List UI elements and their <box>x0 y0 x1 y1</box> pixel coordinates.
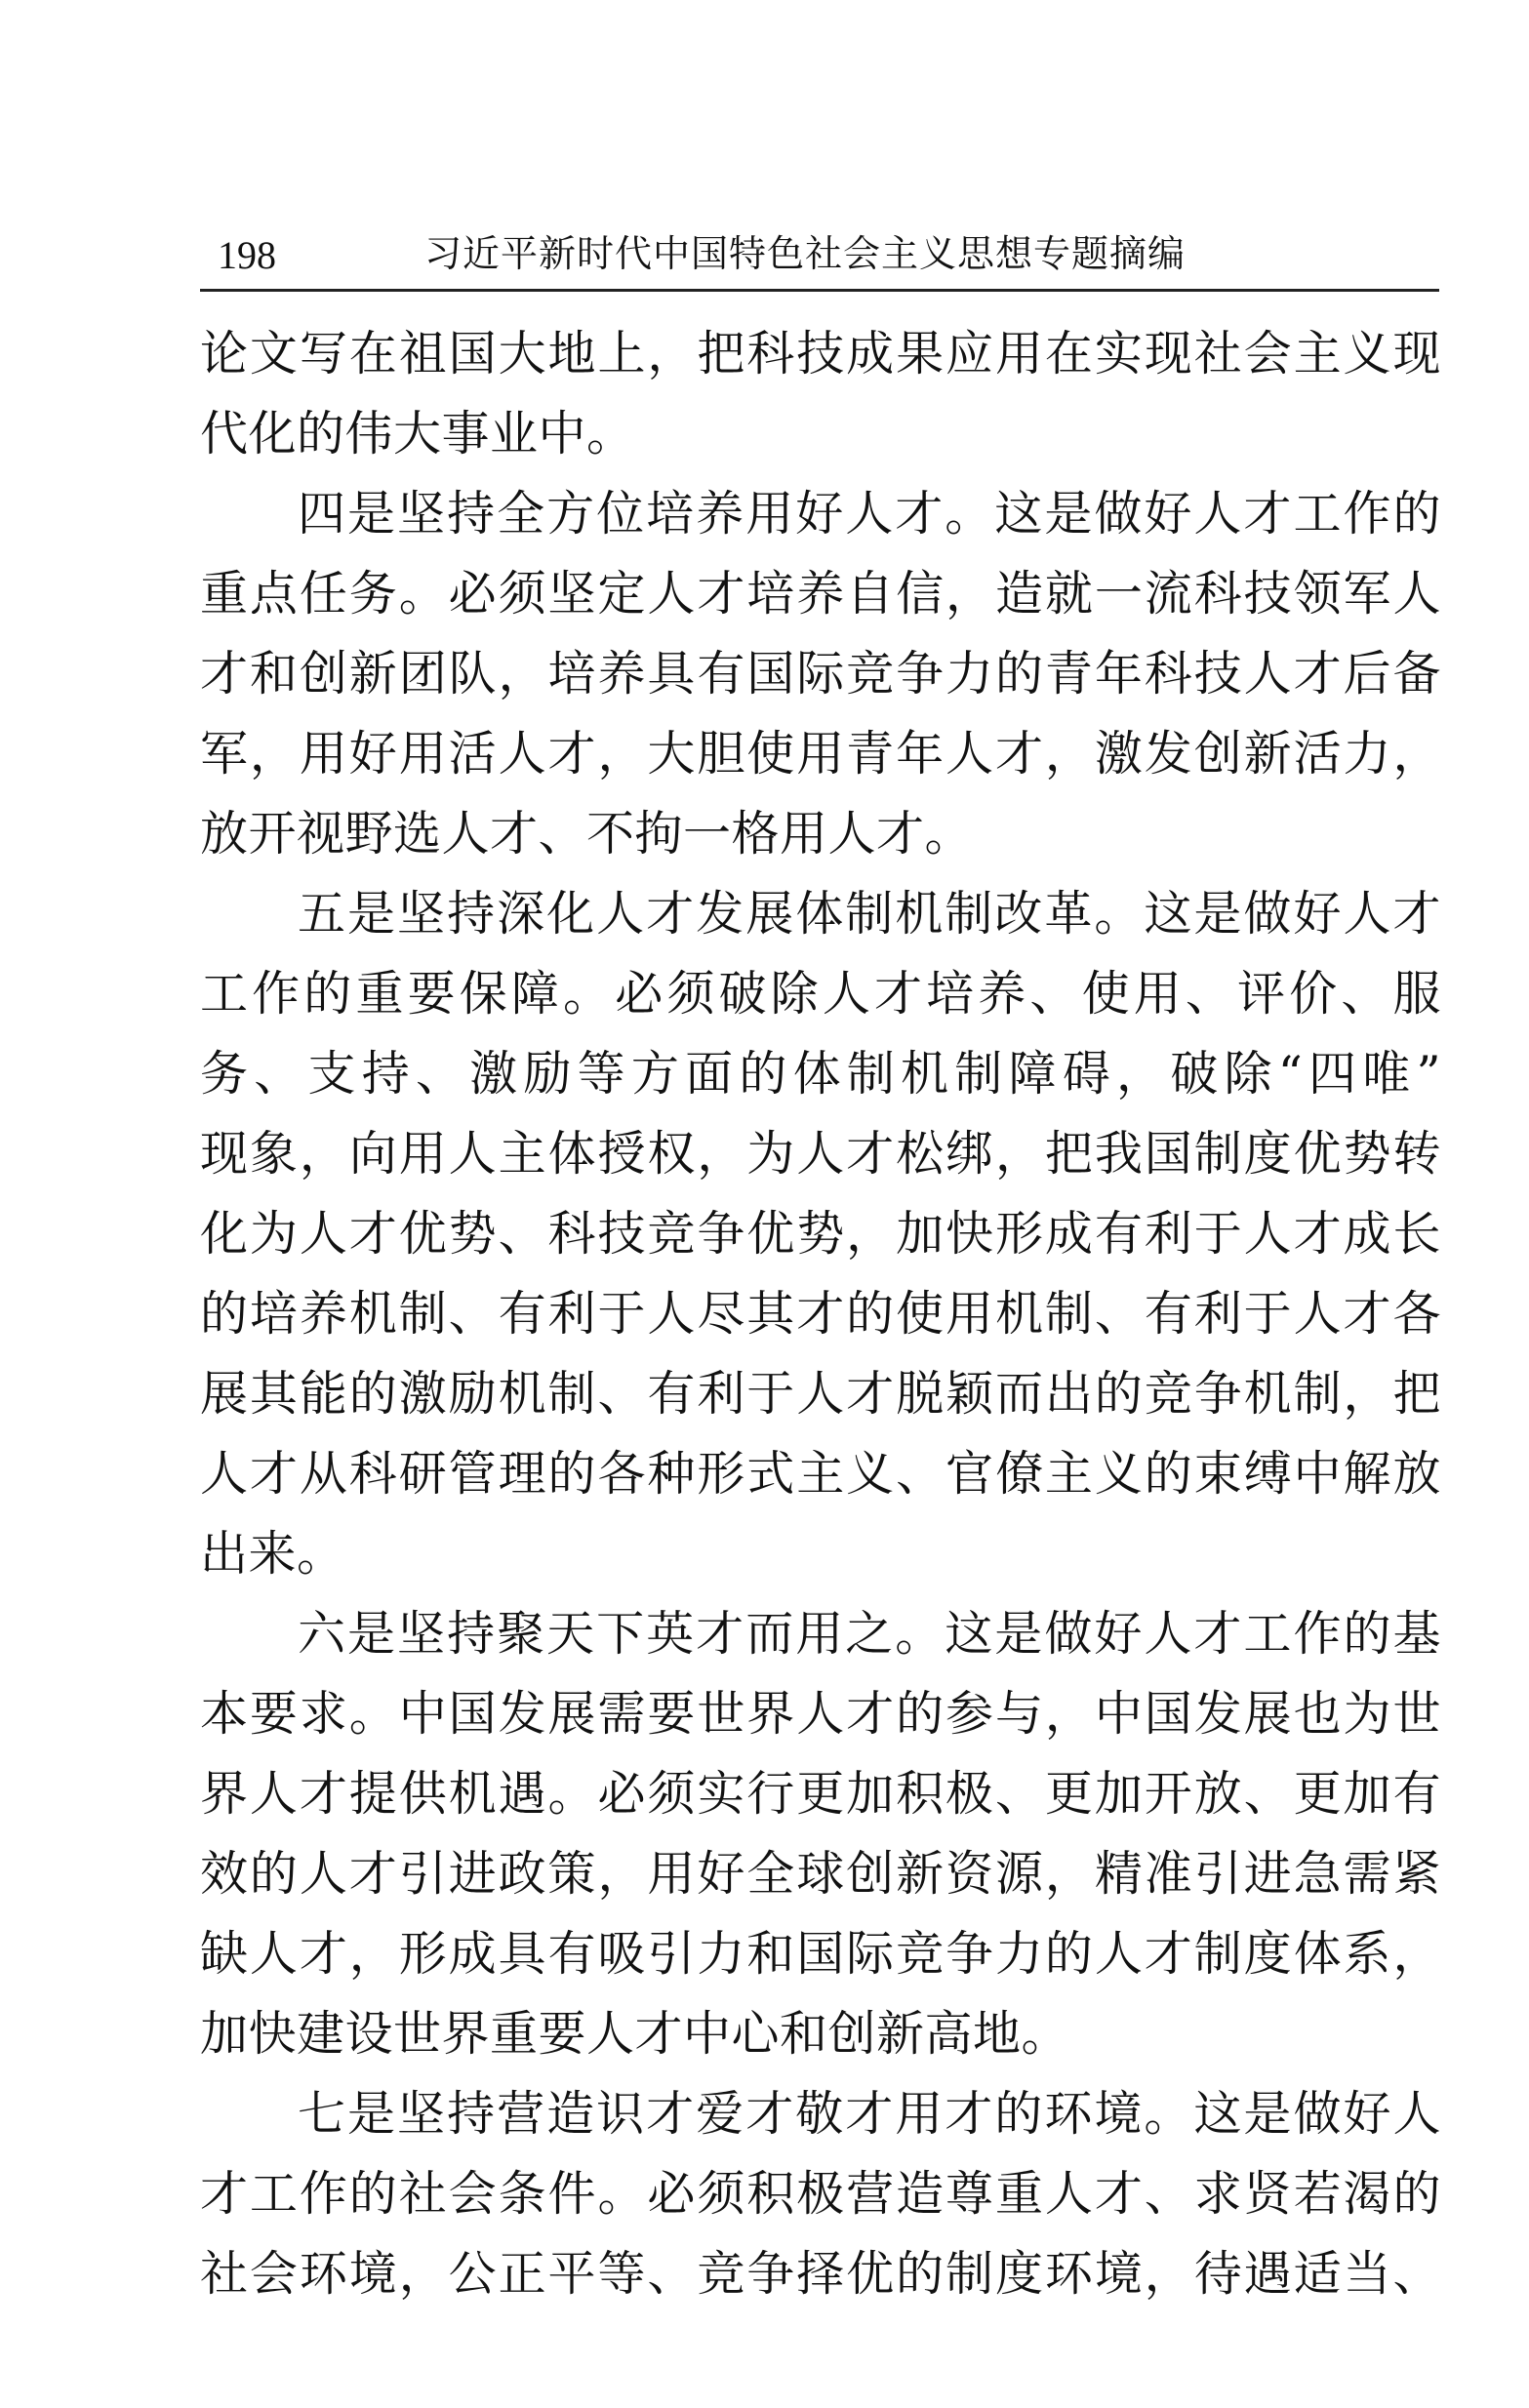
text-line: 效的人才引进政策，用好全球创新资源，精准引进急需紧 <box>200 1846 1441 1902</box>
text-line: 的培养机制、有利于人尽其才的使用机制、有利于人才各 <box>200 1286 1441 1342</box>
text-line: 代化的伟大事业中。 <box>200 406 635 462</box>
text-line: 出来。 <box>200 1526 345 1582</box>
paragraph-start-line: 五是坚持深化人才发展体制机制改革。这是做好人才 <box>298 886 1441 942</box>
text-line: 社会环境，公正平等、竞争择优的制度环境，待遇适当、 <box>200 2246 1441 2302</box>
text-line: 才工作的社会条件。必须积极营造尊重人才、求贤若渴的 <box>200 2166 1441 2222</box>
text-line: 本要求。中国发展需要世界人才的参与，中国发展也为世 <box>200 1686 1441 1742</box>
text-line: 重点任务。必须坚定人才培养自信，造就一流科技领军人 <box>200 566 1441 622</box>
text-line: 界人才提供机遇。必须实行更加积极、更加开放、更加有 <box>200 1766 1441 1822</box>
body-text <box>200 314 1441 2314</box>
text-line: 人才从科研管理的各种形式主义、官僚主义的束缚中解放 <box>200 1446 1441 1502</box>
text-line: 缺人才，形成具有吸引力和国际竞争力的人才制度体系， <box>200 1926 1441 1982</box>
text-line: 工作的重要保障。必须破除人才培养、使用、评价、服 <box>200 966 1441 1022</box>
text-line: 才和创新团队，培养具有国际竞争力的青年科技人才后备 <box>200 646 1441 702</box>
text-line: 军，用好用活人才，大胆使用青年人才，激发创新活力， <box>200 726 1441 782</box>
paragraph-start-line: 七是坚持营造识才爱才敬才用才的环境。这是做好人 <box>298 2086 1441 2142</box>
page-number: 198 <box>218 233 276 277</box>
text-line: 现象，向用人主体授权，为人才松绑，把我国制度优势转 <box>200 1126 1441 1182</box>
text-line: 加快建设世界重要人才中心和创新高地。 <box>200 2006 1070 2062</box>
header-rule <box>200 289 1439 292</box>
text-line: 化为人才优势、科技竞争优势，加快形成有利于人才成长 <box>200 1206 1441 1262</box>
text-line: 展其能的激励机制、有利于人才脱颖而出的竞争机制，把 <box>200 1366 1441 1422</box>
text-line: 放开视野选人才、不拘一格用人才。 <box>200 806 974 862</box>
text-line: 务、支持、激励等方面的体制机制障碍，破除“四唯” <box>200 1046 1441 1102</box>
paragraph-start-line: 四是坚持全方位培养用好人才。这是做好人才工作的 <box>298 486 1441 542</box>
page-header <box>200 226 1439 285</box>
text-line: 论文写在祖国大地上，把科技成果应用在实现社会主义现 <box>200 326 1441 381</box>
running-title: 习近平新时代中国特色社会主义思想专题摘编 <box>424 232 1187 275</box>
paragraph-start-line: 六是坚持聚天下英才而用之。这是做好人才工作的基 <box>298 1606 1441 1662</box>
